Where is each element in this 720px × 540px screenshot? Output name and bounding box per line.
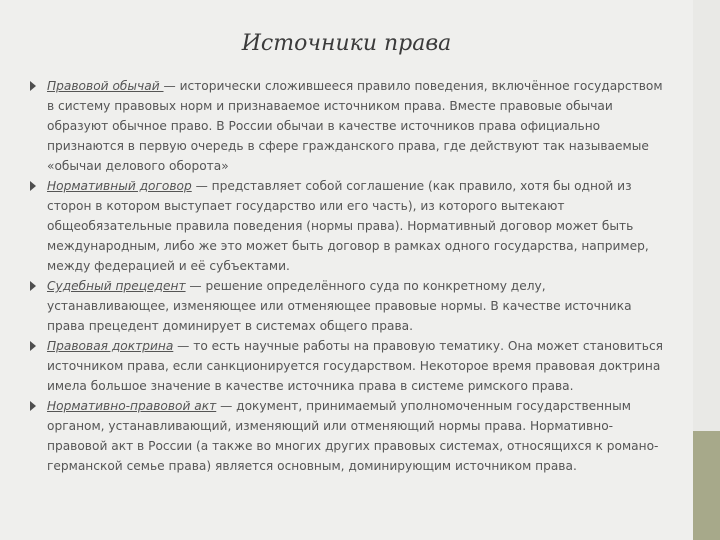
decorative-sidebar-accent xyxy=(693,431,720,540)
list-item-normative-legal-act xyxy=(30,396,666,476)
item-description: — решение определённого суда по конкретному делу, устанавливающее, изменяющее или отменяющее правовые нормы. В качестве источника права прецедент доминирует в системах общего права. xyxy=(47,279,632,333)
term-link-normative-legal-act[interactable]: Нормативно-правовой акт xyxy=(47,399,217,413)
item-description: — исторически сложившееся правило поведения, включённое государством в систему правовых норм и признаваемое источником права. Вместе правовые обычаи образуют обычное право. В России обычаи в качестве источников права официально признаются в первую очередь в сфере гражданского права, где действуют так называемые «обычаи делового оборота» xyxy=(47,79,663,173)
slide-title: Источники права xyxy=(241,31,452,56)
term-link-judicial-precedent[interactable]: Судебный прецедент xyxy=(47,279,186,293)
item-description: — то есть научные работы на правовую тематику. Она может становиться источником права, если санкционируется государством. Некоторое время правовая доктрина имела большое значение в качестве источника права в системе римского права. xyxy=(47,339,663,393)
term-link-normative-contract[interactable]: Нормативный договор xyxy=(47,179,192,193)
list-item-judicial-precedent xyxy=(30,276,666,336)
item-description: — представляет собой соглашение (как правило, хотя бы одной из сторон в котором выступает государство или его часть), из которого вытекают общеобязательные правила поведения (нормы права). Нормативный договор может быть международным, либо же это может быть договор в рамках одного государства, например, между федерацией и её субъектами. xyxy=(47,179,649,273)
term-link-legal-custom[interactable]: Правовой обычай xyxy=(47,79,164,93)
bullet-arrow-icon xyxy=(30,401,36,411)
bullet-arrow-icon xyxy=(30,181,36,191)
term-link-legal-doctrine[interactable]: Правовая доктрина xyxy=(47,339,174,353)
item-description: — документ, принимаемый уполномоченным государственным органом, устанавливающий, изменяющий или отменяющий нормы права. Нормативно-правовой акт в России (а также во многих других правовых системах, относящихся к романо-германской семье права) является основным, доминирующим источником права. xyxy=(47,399,659,473)
bullet-arrow-icon xyxy=(30,281,36,291)
bullet-arrow-icon xyxy=(30,81,36,91)
bullet-arrow-icon xyxy=(30,341,36,351)
list-item-custom xyxy=(30,76,666,176)
list-item-legal-doctrine xyxy=(30,336,666,396)
list-item-normative-contract xyxy=(30,176,666,276)
sources-list xyxy=(30,76,666,476)
